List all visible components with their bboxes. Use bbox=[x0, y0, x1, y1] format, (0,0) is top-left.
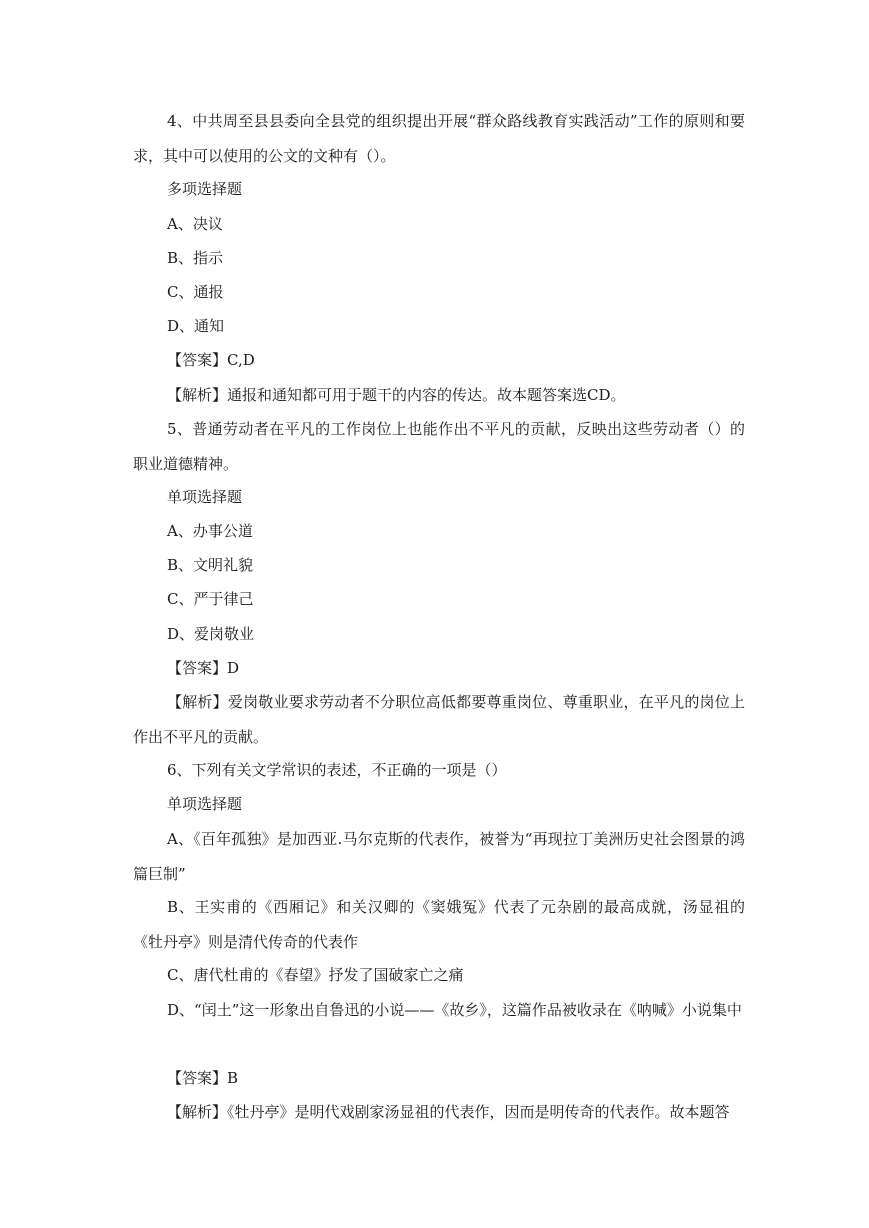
question-5-option-b: B、文明礼貌 bbox=[167, 556, 254, 574]
question-4-option-b: B、指示 bbox=[167, 249, 224, 267]
question-4-option-d: D、通知 bbox=[167, 317, 225, 335]
question-5-stem: 5、普通劳动者在平凡的工作岗位上也能作出不平凡的贡献，反映出这些劳动者（）的职业道德精神。 bbox=[133, 420, 745, 473]
question-5-answer: 【答案】D bbox=[167, 659, 240, 677]
question-6-stem: 6、下列有关文学常识的表述，不正确的一项是（） bbox=[167, 761, 507, 779]
question-6-option-c: C、唐代杜甫的《春望》抒发了国破家亡之痛 bbox=[167, 966, 464, 984]
question-6-analysis: 【解析】《牡丹亭》是明代戏剧家汤显祖的代表作，因而是明传奇的代表作。故本题答 bbox=[167, 1103, 730, 1121]
question-6-option-b: B、王实甫的《西厢记》和关汉卿的《窦娥冤》代表了元杂剧的最高成就，汤显祖的《牡丹亭》则是清代传奇的代表作 bbox=[133, 898, 745, 951]
question-4-type: 多项选择题 bbox=[167, 180, 243, 198]
question-6-answer: 【答案】B bbox=[167, 1069, 239, 1087]
question-5-option-d: D、爱岗敬业 bbox=[167, 625, 255, 643]
question-6-option-d: D、“闰土”这一形象出自鲁迅的小说——《故乡》，这篇作品被收录在《呐喊》小说集中 bbox=[167, 1001, 742, 1019]
question-6-type: 单项选择题 bbox=[167, 795, 243, 813]
question-4-stem: 4、中共周至县县委向全县党的组织提出开展“群众路线教育实践活动”工作的原则和要求，其中可以使用的公文的文种有（）。 bbox=[133, 112, 745, 165]
question-4-option-c: C、通报 bbox=[167, 283, 224, 301]
question-5-option-c: C、严于律己 bbox=[167, 590, 254, 608]
question-4-answer: 【答案】C,D bbox=[167, 351, 255, 369]
question-5-option-a: A、办事公道 bbox=[167, 522, 253, 540]
question-4-analysis: 【解析】通报和通知都可用于题干的内容的传达。故本题答案选CD。 bbox=[167, 386, 626, 404]
question-6-option-a: A、《百年孤独》是加西亚.马尔克斯的代表作，被誉为“再现拉丁美洲历史社会图景的鸿篇巨制” bbox=[133, 830, 745, 883]
question-4-option-a: A、决议 bbox=[167, 215, 223, 233]
question-5-analysis: 【解析】爱岗敬业要求劳动者不分职位高低都要尊重岗位、尊重职业，在平凡的岗位上作出不平凡的贡献。 bbox=[133, 693, 745, 746]
question-5-type: 单项选择题 bbox=[167, 488, 243, 506]
